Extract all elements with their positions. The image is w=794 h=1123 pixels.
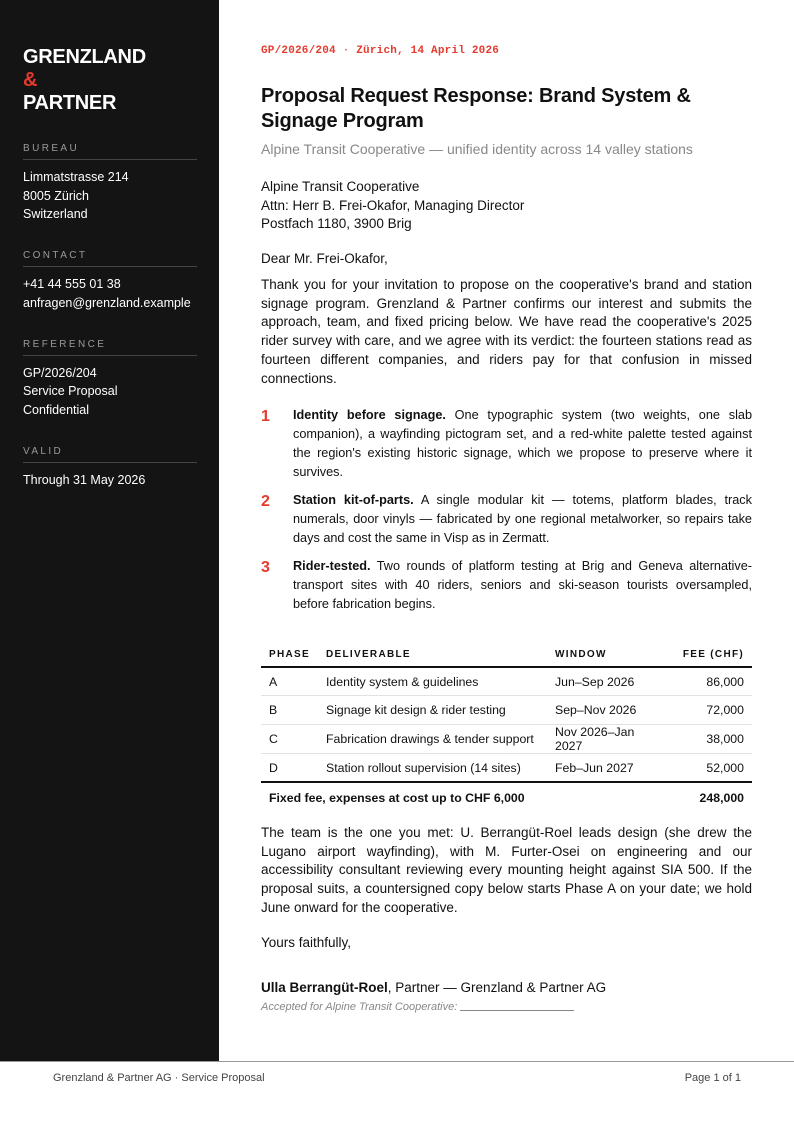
reference-classification: Confidential (23, 402, 90, 417)
bureau-street: Limmatstrasse 214 (23, 170, 129, 184)
contact-email[interactable]: anfragen@grenzland.example (23, 295, 191, 310)
table-row (261, 667, 752, 696)
sidebar-section-bureau (23, 143, 197, 224)
window-cell: Sep–Nov 2026 (547, 696, 667, 725)
signer-name: Ulla Berrangüt-Roel (261, 980, 388, 995)
column-header-deliverable: DELIVERABLE (318, 645, 547, 667)
item-text: Two rounds of platform testing at Brig and Geneva alternative-transport sites with 40 riders, seniors and ski-season tourists oversampled, before fabrication begins. (293, 559, 752, 611)
window-cell: Feb–Jun 2027 (547, 754, 667, 783)
total-value: 248,000 (699, 790, 744, 805)
contact-phone[interactable]: +41 44 555 01 38 (23, 277, 121, 292)
address-line: Alpine Transit Cooperative (261, 179, 420, 194)
window-cell: Jun–Sep 2026 (547, 667, 667, 696)
reference-line (261, 45, 499, 57)
column-header-window: WINDOW (547, 645, 667, 667)
logo-line-2: PARTNER (23, 92, 117, 114)
approach-item (261, 557, 752, 614)
deliverable-cell: Signage kit design & rider testing (318, 696, 547, 725)
item-lead: Rider-tested. (293, 559, 371, 573)
item-lead: Identity before signage. (293, 408, 446, 422)
deliverable-cell: Identity system & guidelines (318, 667, 547, 696)
sidebar-section-valid (23, 446, 197, 490)
section-label: VALID (23, 446, 197, 463)
bureau-city: 8005 Zürich (23, 188, 90, 203)
item-number: 2 (261, 493, 270, 510)
acceptance-label: Accepted for Alpine Transit Cooperative: (261, 1001, 458, 1013)
closing-line: Yours faithfully, (261, 935, 352, 950)
column-header-fee: FEE (CHF) (667, 645, 752, 667)
signer-role: , Partner — Grenzland & Partner AG (387, 980, 607, 995)
page-title: Proposal Request Response: Brand System & Signage Program (261, 85, 691, 132)
fee-cell: 72,000 (667, 696, 752, 725)
table-row (261, 754, 752, 783)
logo-ampersand: & (23, 69, 38, 91)
table-row (261, 725, 752, 754)
address-line: Postfach 1180, 3900 Brig (261, 216, 412, 231)
fee-table (261, 645, 752, 812)
address-line: Attn: Herr B. Frei-Okafor, Managing Director (261, 197, 525, 213)
signature-block (261, 980, 606, 995)
company-logo (23, 46, 197, 115)
team-paragraph: The team is the one you met: U. Berrangüt-Roel leads design (she drew the Lugano airport wayfinding), with M. Furter-Osei on engineering and our accessibility consultant reviewing every mounting height against SIA 500. If the proposal suits, a countersigned copy below starts Phase A on your date; we hold June onward for the cooperative. (261, 825, 752, 915)
total-label: Fixed fee, expenses at cost up to CHF 6,000 (269, 790, 525, 805)
salutation: Dear Mr. Frei-Okafor, (261, 251, 388, 266)
approach-list (261, 406, 752, 623)
approach-item (261, 406, 752, 482)
section-label: CONTACT (23, 250, 197, 267)
fee-cell: 52,000 (667, 754, 752, 783)
deliverable-cell: Station rollout supervision (14 sites) (318, 754, 547, 783)
ref-code: GP/2026/204 (261, 45, 336, 57)
valid-until: Through 31 May 2026 (23, 472, 146, 487)
reference-type: Service Proposal (23, 384, 118, 399)
fee-cell: 38,000 (667, 725, 752, 754)
deliverable-cell: Fabrication drawings & tender support (318, 725, 547, 754)
item-number: 3 (261, 559, 270, 576)
phase-cell: B (261, 696, 318, 725)
footer-left: Grenzland & Partner AG · Service Proposal (53, 1072, 265, 1084)
item-lead: Station kit-of-parts. (293, 493, 414, 507)
item-text: One typographic system (two weights, one slab companion), a wayfinding pictogram set, and a red-white palette tested against the region's existing historic signage, which we propose to preserve where it survives. (293, 408, 753, 479)
page-number: Page 1 of 1 (684, 1072, 741, 1084)
page-subtitle: Alpine Transit Cooperative — unified identity across 14 valley stations (261, 141, 693, 157)
column-header-phase: PHASE (261, 645, 318, 667)
fee-cell: 86,000 (667, 667, 752, 696)
logo-line-1: GRENZLAND (23, 46, 146, 68)
window-cell: Nov 2026–Jan 2027 (547, 725, 667, 754)
table-row (261, 696, 752, 725)
phase-cell: A (261, 667, 318, 696)
bureau-country: Switzerland (23, 207, 88, 222)
place-date: Zürich, 14 April 2026 (356, 45, 500, 57)
signature-field[interactable] (460, 1010, 574, 1011)
sidebar-section-contact (23, 250, 197, 312)
sidebar-section-reference (23, 339, 197, 420)
section-label: REFERENCE (23, 339, 197, 356)
item-number: 1 (261, 408, 270, 425)
page-footer (0, 1061, 794, 1123)
sidebar (0, 0, 219, 1061)
phase-cell: D (261, 754, 318, 783)
table-header-row (261, 645, 752, 667)
ref-separator: · (342, 45, 350, 57)
item-text: A single modular kit — totems, platform blades, track numerals, door vinyls — fabricated by one regional metalworker, so repairs take days and cost the same in Visp as in Zermatt. (293, 493, 752, 545)
reference-number: GP/2026/204 (23, 365, 97, 380)
phase-cell: C (261, 725, 318, 754)
approach-item (261, 491, 752, 548)
section-label: BUREAU (23, 143, 197, 160)
intro-paragraph: Thank you for your invitation to propose on the cooperative's brand and station signage program. Grenzland & Partner confirms our interest and submits the approach, team, and fixed pricing below. We have read the cooperative's 2025 rider survey with care, and we agree with its verdict: the fourteen stations read as fourteen different companies, and riders pay for that confusion in missed connections. (261, 277, 752, 386)
table-total-row (261, 782, 752, 812)
acceptance-line (261, 1001, 574, 1013)
recipient-address (261, 178, 524, 234)
